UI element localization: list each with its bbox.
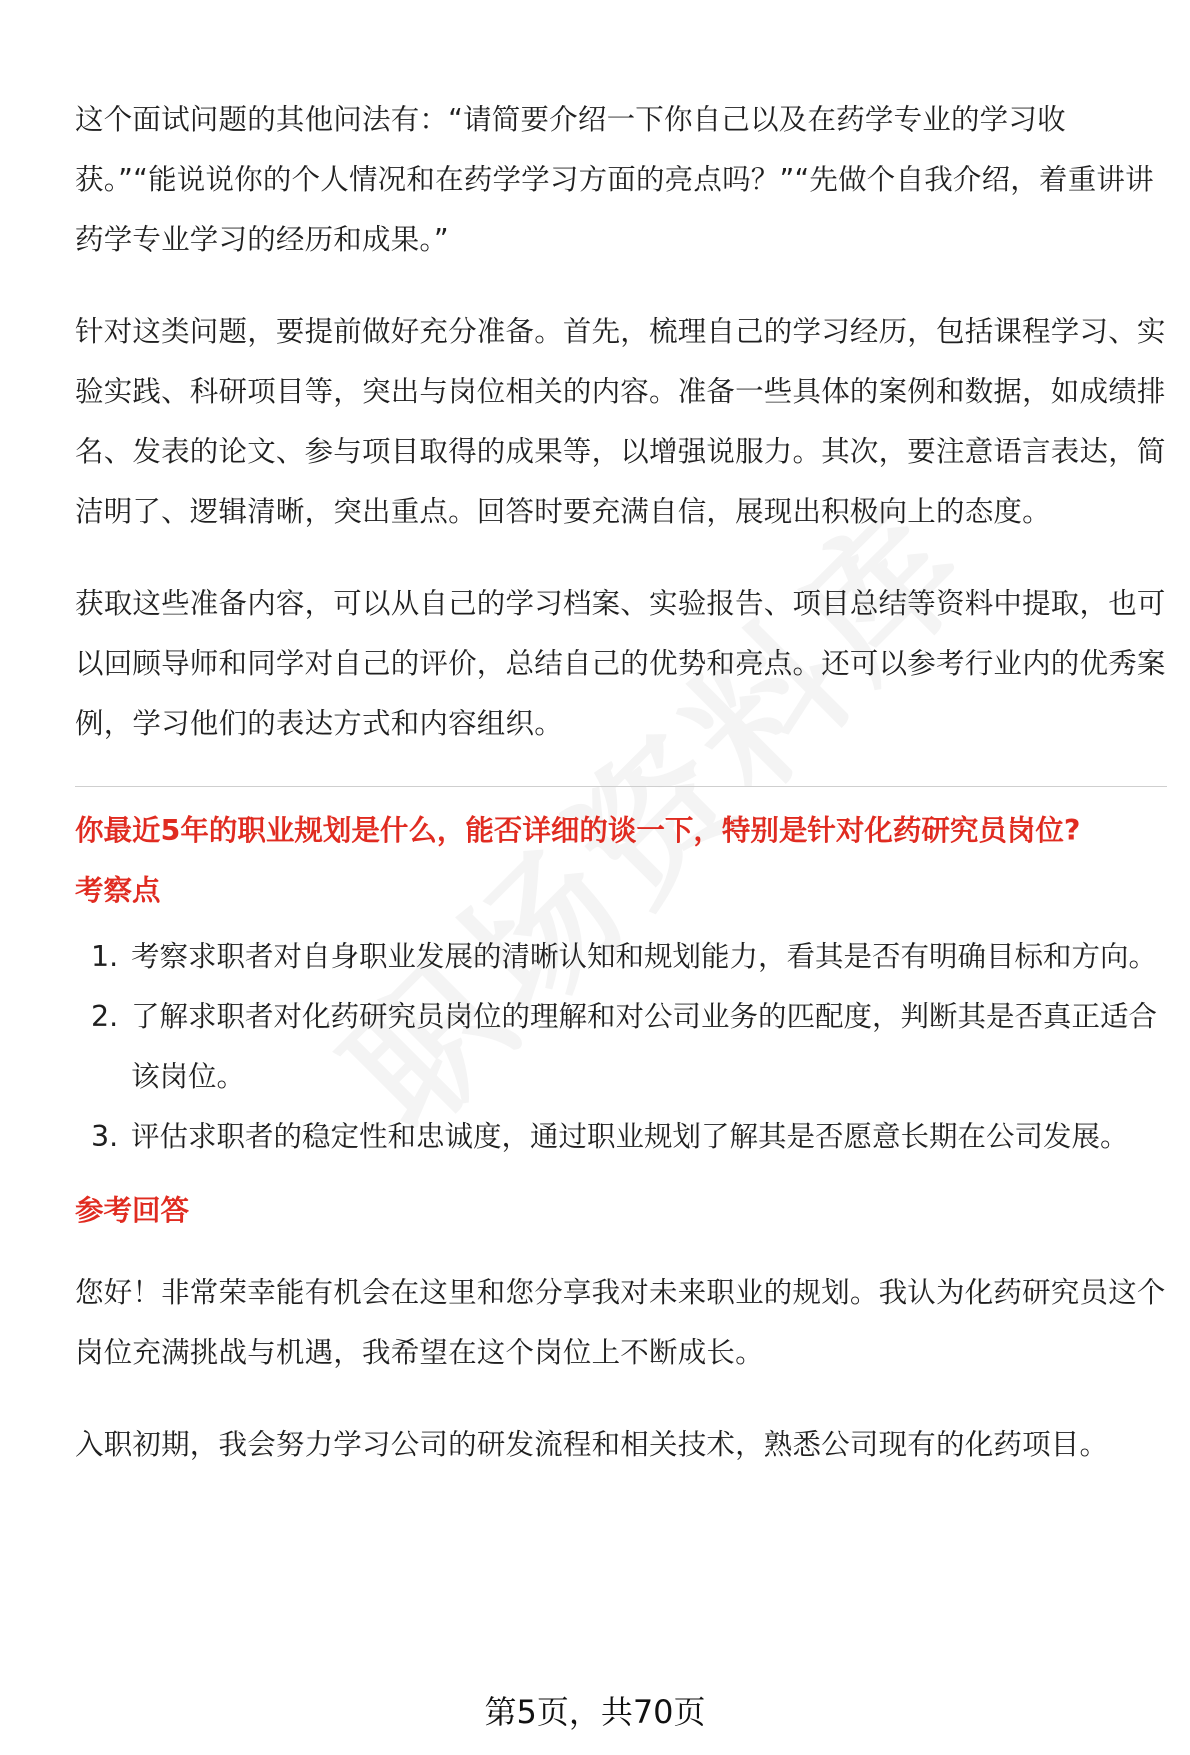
list-item-text: 评估求职者的稳定性和忠诚度，通过职业规划了解其是否愿意长期在公司发展。 xyxy=(131,1120,1129,1153)
page-number: 第5页，共70页 xyxy=(484,1693,706,1731)
focus-points-list xyxy=(75,927,1167,1167)
intro-paragraph-2: 针对这类问题，要提前做好充分准备。首先，梳理自己的学习经历，包括课程学习、实验实践、科研项目等，突出与岗位相关的内容。准备一些具体的案例和数据，如成绩排名、发表的论文、参与项目取得的成果等，以增强说服力。其次，要注意语言表达，简洁明了、逻辑清晰，突出重点。回答时要充满自信，展现出积极向上的态度。 xyxy=(75,315,1166,528)
list-item-number: 3. xyxy=(91,1120,119,1153)
list-item xyxy=(75,927,1167,987)
intro-paragraph-3: 获取这些准备内容，可以从自己的学习档案、实验报告、项目总结等资料中提取，也可以回顾导师和同学对自己的评价，总结自己的优势和亮点。还可以参考行业内的优秀案例，学习他们的表达方式和内容组织。 xyxy=(75,587,1166,740)
focus-label: 考察点 xyxy=(75,874,161,907)
answer-label: 参考回答 xyxy=(75,1194,190,1227)
list-item-number: 2. xyxy=(91,1000,119,1033)
list-item-text: 考察求职者对自身职业发展的清晰认知和规划能力，看其是否有明确目标和方向。 xyxy=(131,940,1158,973)
answer-paragraph-1: 您好！非常荣幸能有机会在这里和您分享我对未来职业的规划。我认为化药研究员这个岗位充满挑战与机遇，我希望在这个岗位上不断成长。 xyxy=(75,1276,1166,1369)
answer-paragraph-2: 入职初期，我会努力学习公司的研发流程和相关技术，熟悉公司现有的化药项目。 xyxy=(75,1428,1109,1461)
section-divider xyxy=(75,786,1167,787)
question-title: 你最近5年的职业规划是什么，能否详细的谈一下，特别是针对化药研究员岗位? xyxy=(75,814,1081,847)
document-page xyxy=(75,90,1167,1507)
list-item xyxy=(75,1107,1167,1167)
intro-paragraph-1: 这个面试问题的其他问法有：“请简要介绍一下你自己以及在药学专业的学习收获。”“能说说你的个人情况和在药学学习方面的亮点吗？”“先做个自我介绍，着重讲讲药学专业学习的经历和成果。” xyxy=(75,103,1154,256)
list-item-number: 1. xyxy=(91,940,119,973)
list-item xyxy=(75,987,1167,1107)
list-item-text: 了解求职者对化药研究员岗位的理解和对公司业务的匹配度，判断其是否真正适合该岗位。 xyxy=(131,1000,1158,1093)
